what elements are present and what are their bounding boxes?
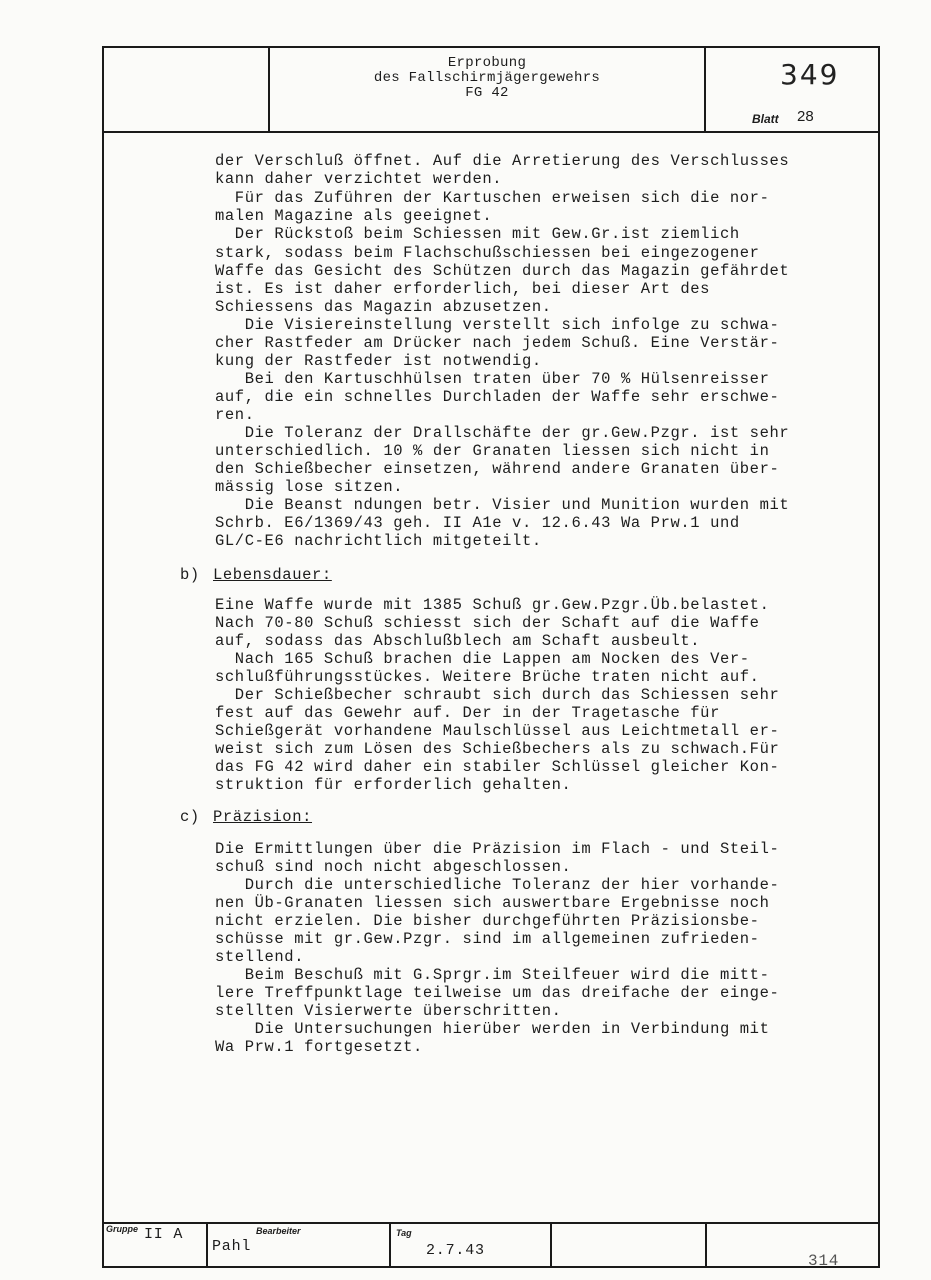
title-line: FG 42 xyxy=(465,85,509,101)
title-line: Erprobung xyxy=(447,55,527,71)
text-line: weist sich zum Lösen des Schießbechers als zu schwach.Für xyxy=(215,740,780,758)
text-line: ren. xyxy=(215,406,255,424)
text-line: Schrb. E6/1369/43 geh. II A1e v. 12.6.43 Wa Prw.1 und xyxy=(215,514,740,532)
text-line: schüsse mit gr.Gew.Pzgr. sind im allgemeinen zufrieden- xyxy=(215,930,760,948)
text-line: Schießgerät vorhandene Maulschlüssel aus Leichtmetall er- xyxy=(215,722,780,740)
section-marker: c) xyxy=(180,808,200,826)
text-line: lere Treffpunktlage teilweise um das dreifache der einge- xyxy=(215,984,780,1002)
text-line: kann daher verzichtet werden. xyxy=(215,170,503,188)
text-line: der Verschluß öffnet. Auf die Arretierung des Verschlusses xyxy=(215,152,790,170)
section-marker: b) xyxy=(180,566,200,584)
text-line: auf, sodass das Abschlußblech am Schaft ausbeult. xyxy=(215,632,701,650)
text-line: Eine Waffe wurde mit 1385 Schuß gr.Gew.Pzgr.Üb.belastet. xyxy=(215,596,770,614)
title-line: des Fallschirmjägergewehrs xyxy=(373,70,601,86)
section-heading: Lebensdauer: xyxy=(213,566,332,584)
text-line: Beim Beschuß mit G.Sprgr.im Steilfeuer wird die mitt- xyxy=(215,966,770,984)
text-line: den Schießbecher einsetzen, während andere Granaten über- xyxy=(215,460,780,478)
text-line: stellten Visierwerte überschritten. xyxy=(215,1002,562,1020)
text-line: Die Ermittlungen über die Präzision im Flach - und Steil- xyxy=(215,840,780,858)
text-line: Für das Zuführen der Kartuschen erweisen sich die nor- xyxy=(215,189,770,207)
footer-cell-divider-3 xyxy=(550,1222,552,1268)
text-line: auf, die ein schnelles Durchladen der Waffe sehr erschwe- xyxy=(215,388,780,406)
text-line: ist. Es ist daher erforderlich, bei dieser Art des xyxy=(215,280,711,298)
text-line: cher Rastfeder am Drücker nach jedem Schuß. Eine Verstär- xyxy=(215,334,780,352)
text-line: schuß sind noch nicht abgeschlossen. xyxy=(215,858,572,876)
gruppe-label: Gruppe xyxy=(106,1224,139,1234)
bearbeiter-label: Bearbeiter xyxy=(256,1226,301,1236)
text-line: unterschiedlich. 10 % der Granaten liessen sich nicht in xyxy=(215,442,770,460)
text-line: Durch die unterschiedliche Toleranz der hier vorhande- xyxy=(215,876,780,894)
text-line: Waffe das Gesicht des Schützen durch das Magazin gefährdet xyxy=(215,262,790,280)
blatt-label: Blatt xyxy=(752,112,779,126)
text-line: Die Visiereinstellung verstellt sich infolge zu schwa- xyxy=(215,316,780,334)
text-line: Schiessens das Magazin abzusetzen. xyxy=(215,298,552,316)
text-line: kung der Rastfeder ist notwendig. xyxy=(215,352,542,370)
text-line: fest auf das Gewehr auf. Der in der Tragetasche für xyxy=(215,704,720,722)
text-line: das FG 42 wird daher ein stabiler Schlüssel gleicher Kon- xyxy=(215,758,780,776)
footer-cell-divider-1 xyxy=(206,1222,208,1268)
blatt-number: 28 xyxy=(797,108,814,125)
text-line: mässig lose sitzen. xyxy=(215,478,404,496)
text-line: nicht erzielen. Die bisher durchgeführten Präzisionsbe- xyxy=(215,912,760,930)
text-line: nen Üb-Granaten liessen sich auswertbare Ergebnisse noch xyxy=(215,894,770,912)
stamp-number: 314 xyxy=(808,1252,840,1266)
text-line: stark, sodass beim Flachschußschiessen bei eingezogener xyxy=(215,244,760,262)
text-line: Wa Prw.1 fortgesetzt. xyxy=(215,1038,423,1056)
text-line: Nach 70-80 Schuß schiesst sich der Schaft auf die Waffe xyxy=(215,614,760,632)
page-number: 349 xyxy=(780,58,840,91)
section-heading: Präzision: xyxy=(213,808,313,826)
header-divider xyxy=(102,131,880,133)
tag-label: Tag xyxy=(396,1228,412,1238)
text-line: Nach 165 Schuß brachen die Lappen am Nocken des Ver- xyxy=(215,650,750,668)
text-line: Die Untersuchungen hierüber werden in Verbindung mit xyxy=(215,1020,770,1038)
text-line: struktion für erforderlich gehalten. xyxy=(215,776,572,794)
bearbeiter-value: Pahl xyxy=(212,1238,252,1255)
footer-cell-divider-4 xyxy=(705,1222,707,1268)
text-line: Der Rückstoß beim Schiessen mit Gew.Gr.ist ziemlich xyxy=(215,225,740,243)
tag-value: 2.7.43 xyxy=(426,1242,485,1259)
gruppe-value: II A xyxy=(144,1226,184,1243)
document-title xyxy=(270,56,704,101)
text-line: Der Schießbecher schraubt sich durch das Schiessen sehr xyxy=(215,686,780,704)
text-line: GL/C-E6 nachrichtlich mitgeteilt. xyxy=(215,532,542,550)
text-line: schlußführungsstückes. Weitere Brüche traten nicht auf. xyxy=(215,668,760,686)
footer-divider xyxy=(102,1222,880,1224)
footer-cell-divider-2 xyxy=(389,1222,391,1268)
text-line: stellend. xyxy=(215,948,305,966)
text-line: Die Beanst ndungen betr. Visier und Munition wurden mit xyxy=(215,496,790,514)
header-cell-divider-right xyxy=(704,46,706,132)
text-line: Die Toleranz der Drallschäfte der gr.Gew.Pzgr. ist sehr xyxy=(215,424,790,442)
text-line: malen Magazine als geeignet. xyxy=(215,207,493,225)
text-line: Bei den Kartuschhülsen traten über 70 % Hülsenreisser xyxy=(215,370,770,388)
